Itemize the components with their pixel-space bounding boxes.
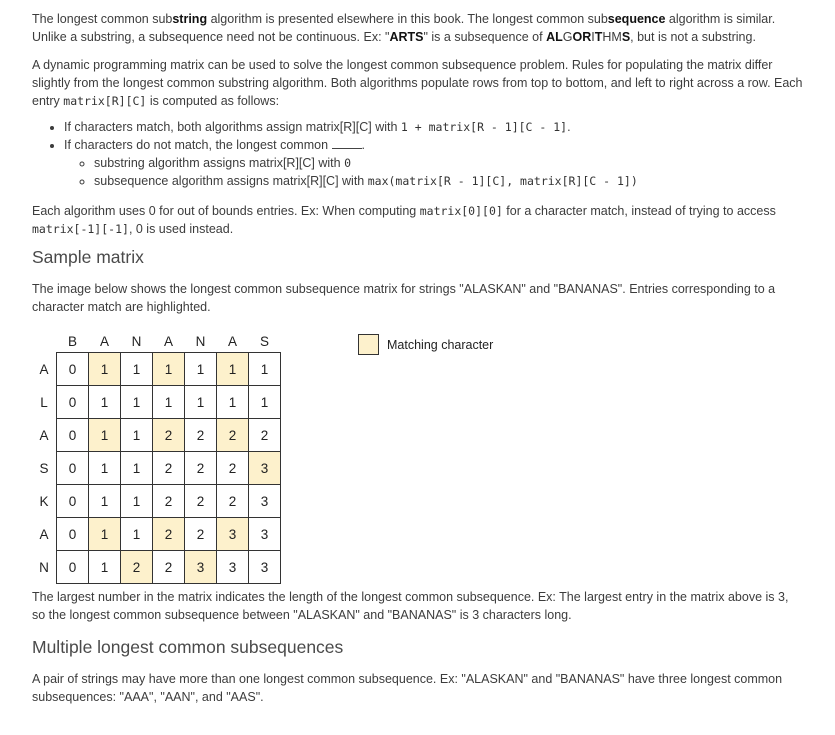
intro-paragraph: The longest common substring algorithm is presented elsewhere in this book. The longest common subsequence algorithm is similar. Unlike a substring, a subsequence need not be continuous. Ex: "ARTS" is a subsequence of ALGORITHMS, but is not a substring.	[32, 12, 776, 44]
sample-matrix-paragraph: The image below shows the longest common subsequence matrix for strings "ALASKAN" and "BANANAS". Entries corresponding to a character match are highlighted.	[32, 282, 776, 314]
rule-subsequence: ◦ subsequence algorithm assigns matrix[R][C] with max(matrix[R - 1][C], matrix[R][C - 1])	[94, 172, 803, 190]
matrix-row-header: A	[39, 526, 49, 542]
matrix-cell: 1	[217, 386, 249, 419]
matrix-cell: 1	[89, 386, 121, 419]
rules-list	[32, 118, 803, 190]
matrix-row	[32, 518, 281, 551]
matrix-cell: 3	[249, 518, 281, 551]
rule-no-match: • If characters do not match, the longest common . ◦ substring algorithm assigns matrix[R][C] with 0 ◦ subsequence algorithm assigns matrix[R][C] with max(matrix[R - 1][C], matrix[R][C - 1])	[64, 136, 803, 190]
matrix-row-header: A	[39, 361, 49, 377]
matrix-col-header: B	[67, 333, 77, 349]
matrix-cell: 1	[249, 386, 281, 419]
matrix-figure	[32, 330, 803, 588]
matrix-cell: 0	[57, 551, 89, 584]
matrix-cell: 2	[249, 419, 281, 452]
matrix-cell: 1	[153, 386, 185, 419]
matrix-col-header: N	[195, 333, 206, 349]
matrix-cell: 0	[57, 386, 89, 419]
matrix-row	[32, 353, 281, 386]
matrix-cell: 0	[57, 353, 89, 386]
bounds-paragraph: Each algorithm uses 0 for out of bounds entries. Ex: When computing matrix[0][0] for a character match, instead of trying to access matrix[-1][-1], 0 is used instead.	[32, 204, 776, 236]
matrix-cell-match: 3	[249, 452, 281, 485]
matrix-cell-match: 2	[217, 419, 249, 452]
matrix-cell: 3	[249, 485, 281, 518]
matrix-cell: 3	[249, 551, 281, 584]
matrix-row	[32, 419, 281, 452]
matrix-cell: 1	[121, 353, 153, 386]
matrix-cell: 1	[185, 386, 217, 419]
rule-substring: ◦ substring algorithm assigns matrix[R][C] with 0	[94, 154, 803, 172]
multiple-lcs-paragraph: A pair of strings may have more than one longest common subsequence. Ex: "ALASKAN" and "BANANAS" have three longest common subsequences: "AAA", "AAN", and "AAS".	[32, 672, 783, 704]
matrix-cell: 2	[185, 452, 217, 485]
heading-multiple-lcs: Multiple longest common subsequences	[32, 637, 344, 657]
matrix-row-header: N	[39, 559, 49, 575]
matrix-col-header: S	[259, 333, 269, 349]
matrix-cell-match: 2	[153, 518, 185, 551]
matrix-corner	[32, 330, 57, 353]
matrix-row	[32, 551, 281, 584]
matrix-cell: 2	[153, 485, 185, 518]
matrix-entry-code: matrix[R][C]	[63, 94, 147, 108]
matrix-cell: 1	[89, 452, 121, 485]
matrix-row-header: A	[39, 427, 49, 443]
matrix-cell: 1	[121, 386, 153, 419]
matrix-cell: 3	[217, 551, 249, 584]
matrix-cell: 2	[185, 419, 217, 452]
legend	[358, 334, 493, 355]
matrix-cell-match: 1	[89, 419, 121, 452]
matrix-cell-match: 2	[121, 551, 153, 584]
matrix-cell-match: 1	[153, 353, 185, 386]
matrix-cell: 1	[121, 485, 153, 518]
matrix-cell: 0	[57, 419, 89, 452]
matrix-col-header: N	[131, 333, 142, 349]
matrix-cell: 1	[185, 353, 217, 386]
matrix-row	[32, 485, 281, 518]
matrix-col-header: A	[163, 333, 173, 349]
matrix-cell: 0	[57, 518, 89, 551]
largest-number-paragraph: The largest number in the matrix indicates the length of the longest common subsequence. Ex: The largest entry in the matrix above is 3, so the longest common subsequence between "ALASKAN" and "BANANAS" is 3 characters long.	[32, 590, 789, 622]
lcs-matrix	[32, 330, 281, 584]
matrix-cell: 1	[89, 551, 121, 584]
matrix-cell: 1	[121, 452, 153, 485]
matrix-cell-match: 3	[217, 518, 249, 551]
heading-sample-matrix: Sample matrix	[32, 247, 144, 267]
matrix-cell-match: 3	[185, 551, 217, 584]
matrix-row-header: S	[39, 460, 49, 476]
matrix-row	[32, 452, 281, 485]
matrix-cell: 0	[57, 485, 89, 518]
dp-matrix-paragraph: A dynamic programming matrix can be used to solve the longest common subsequence problem. Rules for populating the matrix differ slightly from the longest common substring algorithm. Both algorithms populate rows from top to bottom, and left to right across a row. Each entry matrix[R][C] is computed as follows:	[32, 58, 803, 108]
matrix-cell: 2	[217, 452, 249, 485]
rule-match: • If characters match, both algorithms assign matrix[R][C] with 1 + matrix[R - 1][C - 1].	[64, 118, 803, 136]
matrix-row-header: L	[40, 394, 48, 410]
matrix-cell: 2	[185, 518, 217, 551]
matrix-cell: 2	[153, 452, 185, 485]
matrix-cell: 1	[121, 419, 153, 452]
matrix-cell: 2	[217, 485, 249, 518]
matrix-cell-match: 1	[89, 353, 121, 386]
matrix-cell-match: 1	[217, 353, 249, 386]
matrix-cell-match: 2	[153, 419, 185, 452]
matrix-cell: 2	[185, 485, 217, 518]
matrix-row-header: K	[39, 493, 49, 509]
matrix-col-header: A	[99, 333, 109, 349]
matrix-cell: 1	[121, 518, 153, 551]
legend-swatch	[358, 334, 379, 355]
matrix-cell: 2	[153, 551, 185, 584]
matrix-cell: 1	[249, 353, 281, 386]
fill-in-blank[interactable]	[332, 136, 362, 149]
legend-label: Matching character	[387, 337, 494, 352]
matrix-col-header: A	[227, 333, 237, 349]
matrix-cell: 1	[89, 485, 121, 518]
matrix-cell: 0	[57, 452, 89, 485]
matrix-cell-match: 1	[89, 518, 121, 551]
matrix-row	[32, 386, 281, 419]
